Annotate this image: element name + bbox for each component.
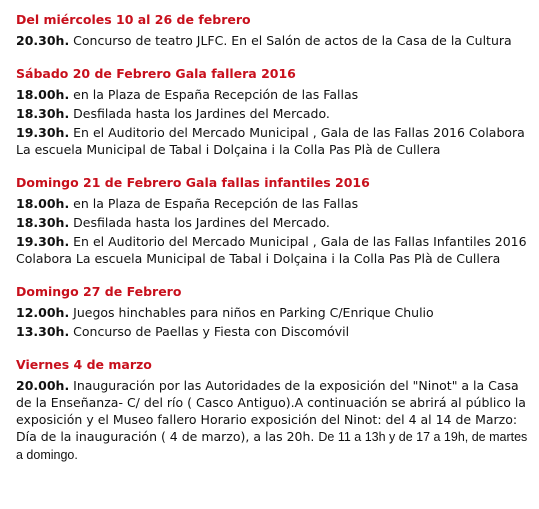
entry-time: 19.30h. <box>16 125 70 140</box>
entry-time: 18.00h. <box>16 87 70 102</box>
entry-text: Desfilada hasta los Jardines del Mercado. <box>69 106 330 121</box>
entry-text: en la Plaza de España Recepción de las Fallas <box>69 87 359 102</box>
section-heading: Viernes 4 de marzo <box>16 357 152 372</box>
schedule-entry <box>16 105 531 122</box>
entry-time: 18.30h. <box>16 215 70 230</box>
schedule-entry <box>16 124 531 158</box>
entry-text: en la Plaza de España Recepción de las Fallas <box>69 196 359 211</box>
schedule-section <box>16 12 531 49</box>
section-heading: Domingo 21 de Febrero Gala fallas infantiles 2016 <box>16 175 370 190</box>
schedule-entry <box>16 32 531 49</box>
entry-time: 20.30h. <box>16 33 70 48</box>
entry-text: En el Auditorio del Mercado Municipal , Gala de las Fallas Infantiles 2016 Colabora La escuela Municipal de Tabal i Dolçaina i la Colla Pas Plà de Cullera <box>16 234 527 266</box>
schedule-section <box>16 357 531 464</box>
entry-text: En el Auditorio del Mercado Municipal , Gala de las Fallas 2016 Colabora La escuela Municipal de Tabal i Dolçaina i la Colla Pas Plà de Cullera <box>16 125 525 157</box>
schedule-section <box>16 66 531 158</box>
entry-text: Concurso de teatro JLFC. En el Salón de actos de la Casa de la Cultura <box>69 33 512 48</box>
entry-time: 18.00h. <box>16 196 70 211</box>
section-heading: Sábado 20 de Febrero Gala fallera 2016 <box>16 66 296 81</box>
entry-time: 13.30h. <box>16 324 70 339</box>
entry-time: 18.30h. <box>16 106 70 121</box>
entry-time: 20.00h. <box>16 378 70 393</box>
schedule-entry <box>16 195 531 212</box>
schedule-entry <box>16 214 531 231</box>
opening-hours-note: De 11 a 13h y de 17 a 19h, de martes a domingo. <box>16 430 528 462</box>
schedule-entry <box>16 233 531 267</box>
schedule-entry <box>16 377 531 464</box>
schedule-entry <box>16 304 531 321</box>
entry-text: Inauguración por las Autoridades de la exposición del "Ninot" a la Casa de la Enseñanza- C/ del río ( Casco Antiguo).A continuación se abrirá al público la exposición y el Museo fallero Horario exposición del Ninot: del 4 al 14 de Marzo: Día de la inauguración ( 4 de marzo), a las 20h. <box>16 378 526 444</box>
section-heading: Domingo 27 de Febrero <box>16 284 182 299</box>
schedule-entry <box>16 323 531 340</box>
events-schedule <box>16 12 531 481</box>
entry-text: Concurso de Paellas y Fiesta con Discomóvil <box>69 324 350 339</box>
schedule-entry <box>16 86 531 103</box>
entry-time: 19.30h. <box>16 234 70 249</box>
entry-text: Juegos hinchables para niños en Parking C/Enrique Chulio <box>69 305 434 320</box>
entry-time: 12.00h. <box>16 305 70 320</box>
schedule-section <box>16 175 531 267</box>
section-heading: Del miércoles 10 al 26 de febrero <box>16 12 251 27</box>
entry-text: Desfilada hasta los Jardines del Mercado. <box>69 215 330 230</box>
schedule-section <box>16 284 531 340</box>
